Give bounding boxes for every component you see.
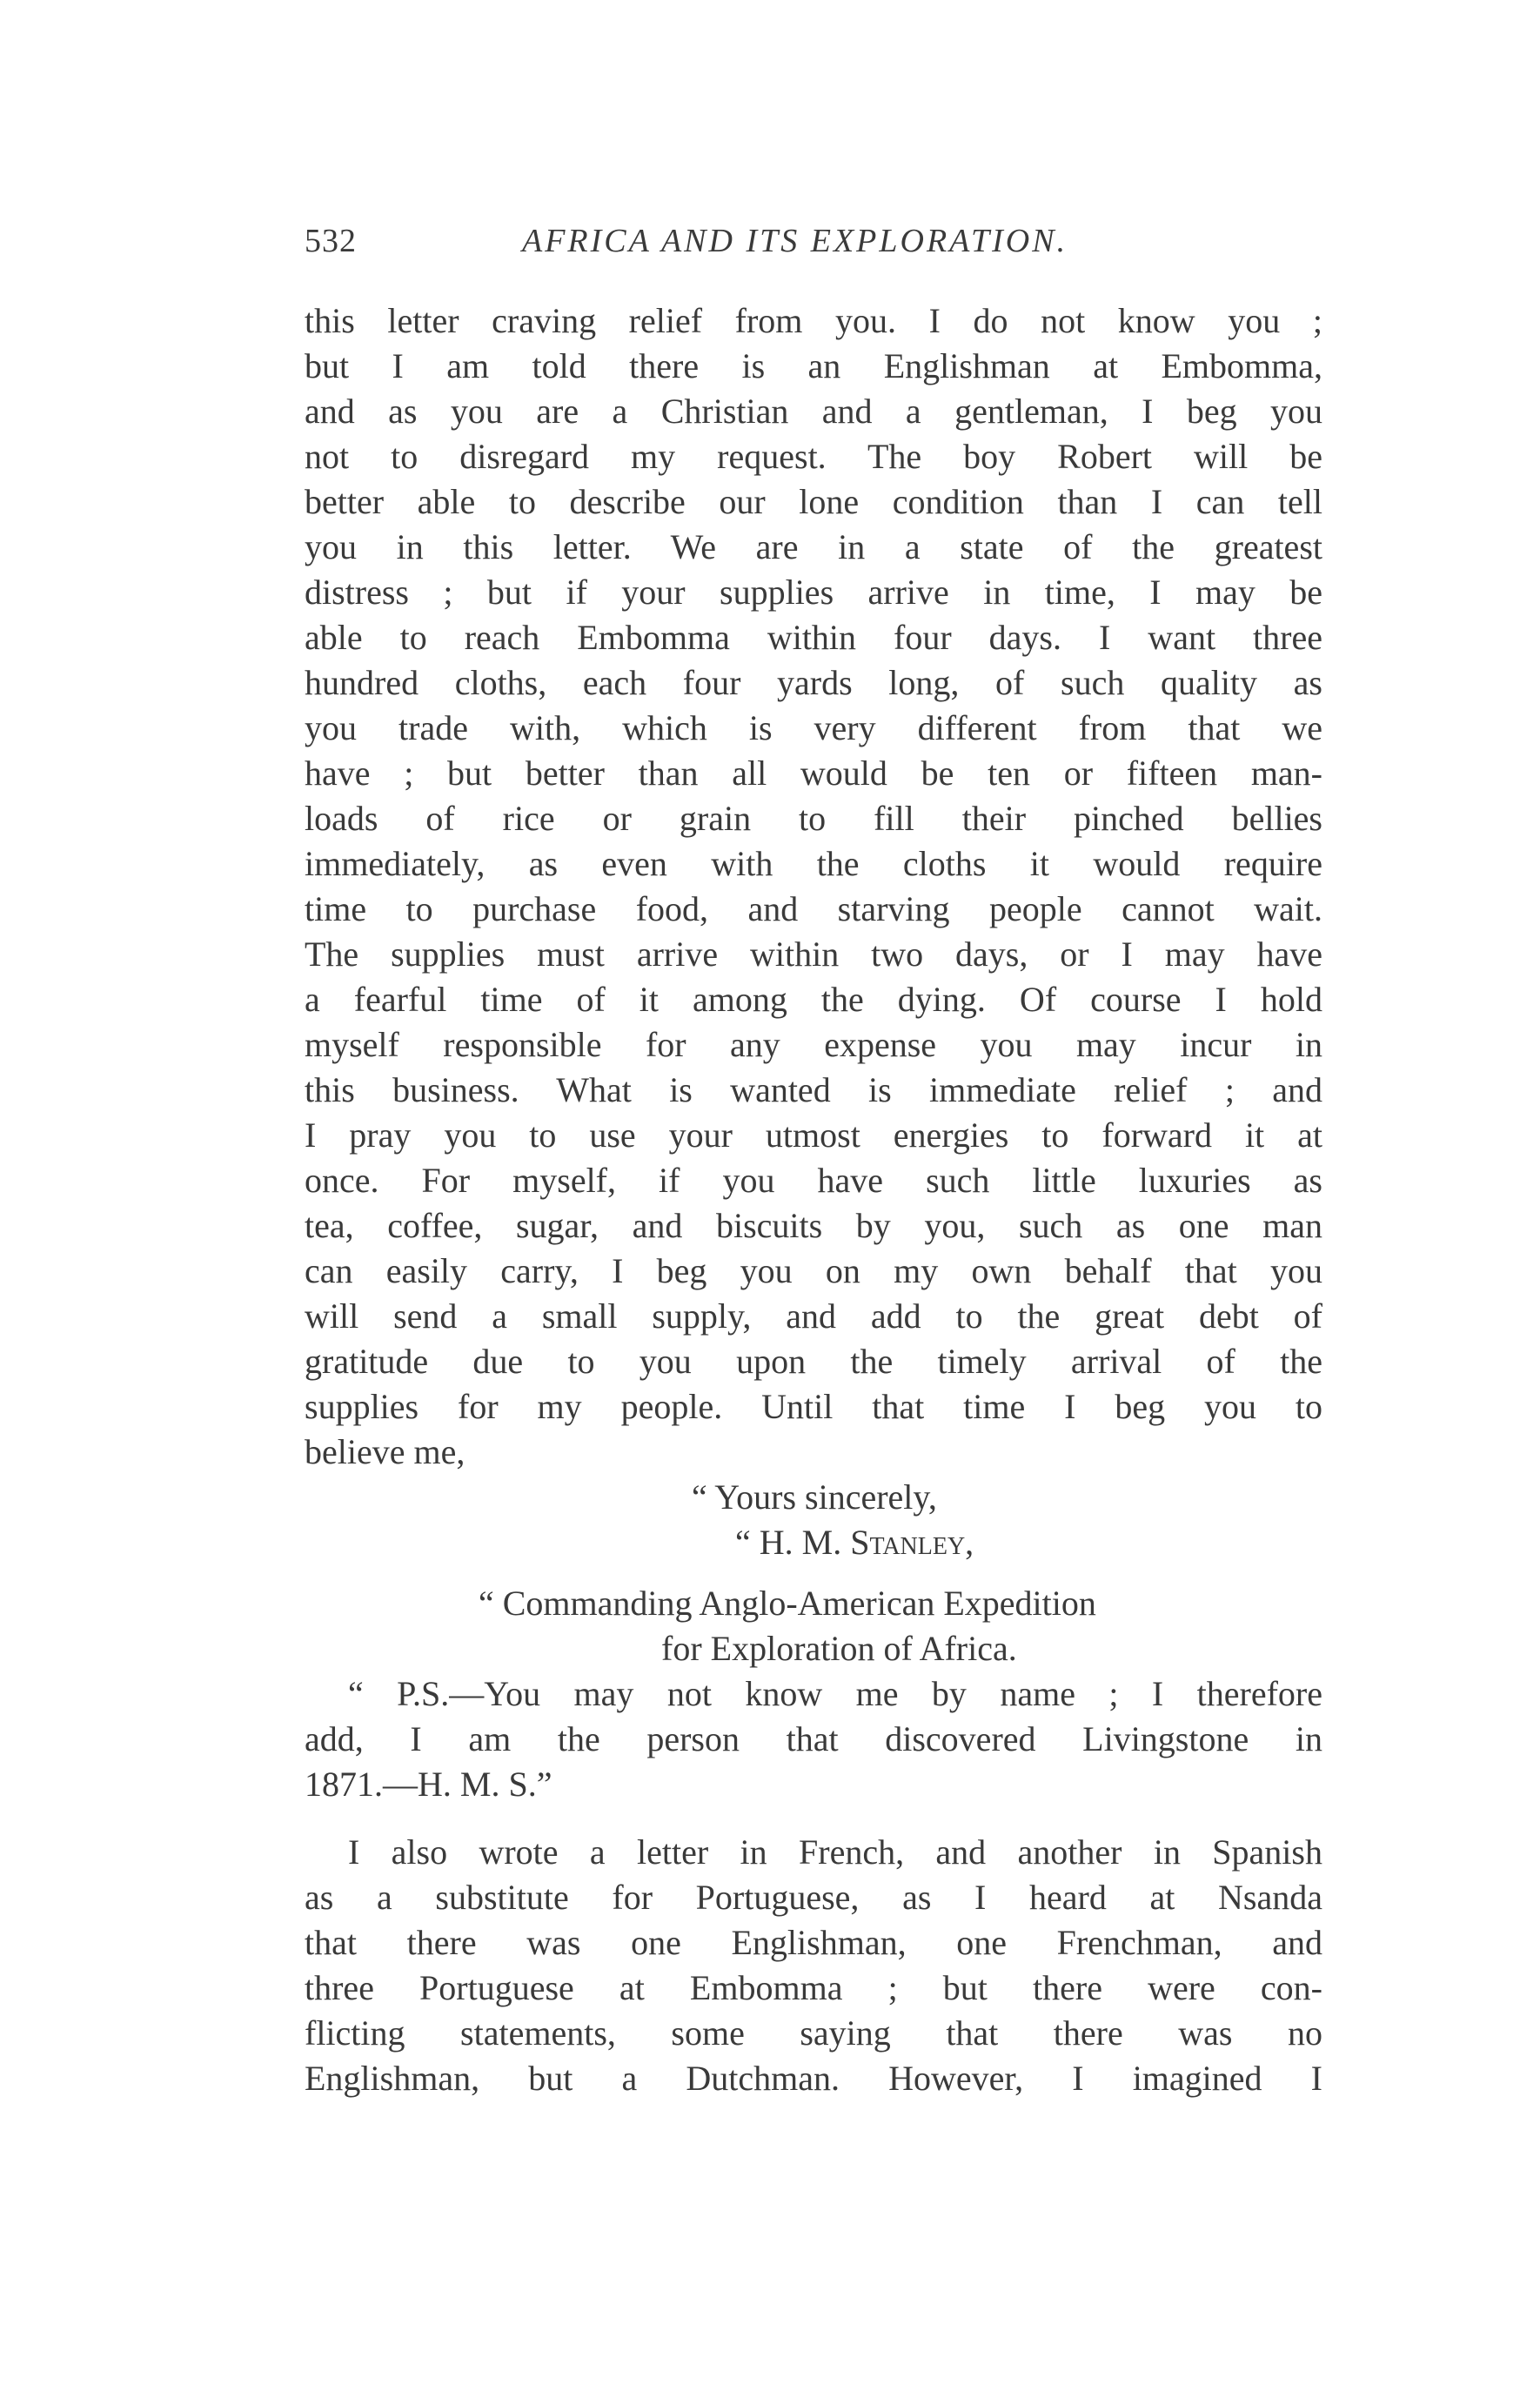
- paragraph-gap: [305, 1807, 1322, 1830]
- letter-body: [305, 298, 1322, 1475]
- paragraph-line: I also wrote a letter in French, and another in Spanish: [348, 1832, 1322, 1872]
- letter-line: you in this letter. We are in a state of the greatest: [305, 527, 1322, 566]
- signature-closing: “ Yours sincerely,: [692, 1477, 937, 1517]
- page-number: 532: [305, 223, 357, 259]
- letter-last-line: believe me,: [305, 1432, 465, 1471]
- postscript: [305, 1671, 1322, 1807]
- letter-line: a fearful time of it among the dying. Of course I hold: [305, 980, 1322, 1019]
- signature-name: “ H. M. Stanley,: [735, 1523, 974, 1562]
- letter-line: distress ; but if your supplies arrive in time, I may be: [305, 573, 1322, 612]
- letter-line: but I am told there is an Englishman at Embomma,: [305, 346, 1322, 385]
- letter-line: this letter craving relief from you. I do not know you ;: [305, 301, 1322, 340]
- signature-block: [305, 1475, 1322, 1671]
- letter-line: I pray you to use your utmost energies to forward it at: [305, 1115, 1322, 1155]
- letter-line: this business. What is wanted is immediate relief ; and: [305, 1070, 1322, 1109]
- letter-line: gratitude due to you upon the timely arrival of the: [305, 1342, 1322, 1381]
- letter-line: you trade with, which is very different from that we: [305, 708, 1322, 747]
- letter-line: hundred cloths, each four yards long, of such quality as: [305, 663, 1322, 702]
- letter-line: better able to describe our lone condition than I can tell: [305, 482, 1322, 521]
- postscript-line: “ P.S.—You may not know me by name ; I therefore: [348, 1674, 1322, 1713]
- letter-line: and as you are a Christian and a gentleman, I beg you: [305, 392, 1322, 431]
- letter-line: time to purchase food, and starving people cannot wait.: [305, 889, 1322, 928]
- letter-line: able to reach Embomma within four days. I want three: [305, 618, 1322, 657]
- closing-paragraph: [305, 1830, 1322, 2101]
- running-title: AFRICA AND ITS EXPLORATION.: [522, 223, 1068, 259]
- letter-line: tea, coffee, sugar, and biscuits by you, such as one man: [305, 1206, 1322, 1245]
- letter-line: will send a small supply, and add to the great debt of: [305, 1296, 1322, 1336]
- letter-line: The supplies must arrive within two days, or I may have: [305, 934, 1322, 974]
- letter-line: not to disregard my request. The boy Robert will be: [305, 437, 1322, 476]
- paragraph-line: three Portuguese at Embomma ; but there were con-: [305, 1968, 1322, 2007]
- paragraph-line: Englishman, but a Dutchman. However, I imagined I: [305, 2059, 1322, 2098]
- letter-line: can easily carry, I beg you on my own behalf that you: [305, 1251, 1322, 1290]
- paragraph-line: flicting statements, some saying that there was no: [305, 2013, 1322, 2053]
- postscript-line: 1871.—H. M. S.”: [305, 1765, 552, 1804]
- letter-line: myself responsible for any expense you may incur in: [305, 1025, 1322, 1064]
- letter-line: immediately, as even with the cloths it would require: [305, 844, 1322, 883]
- signature-title-line-1: “ Commanding Anglo-American Expedition: [479, 1584, 1096, 1623]
- paragraph-line: that there was one Englishman, one Frenchman, and: [305, 1923, 1322, 1962]
- letter-line: loads of rice or grain to fill their pinched bellies: [305, 799, 1322, 838]
- running-head: [305, 222, 1331, 274]
- letter-line: supplies for my people. Until that time I beg you to: [305, 1387, 1322, 1426]
- postscript-line: add, I am the person that discovered Livingstone in: [305, 1719, 1322, 1758]
- spacer: [305, 1565, 1322, 1581]
- signature-title-line-2: for Exploration of Africa.: [661, 1629, 1017, 1668]
- paragraph-line: as a substitute for Portuguese, as I heard at Nsanda: [305, 1878, 1322, 1917]
- body-text: [305, 298, 1322, 2101]
- letter-line: once. For myself, if you have such little luxuries as: [305, 1161, 1322, 1200]
- letter-line: have ; but better than all would be ten or fifteen man-: [305, 753, 1322, 793]
